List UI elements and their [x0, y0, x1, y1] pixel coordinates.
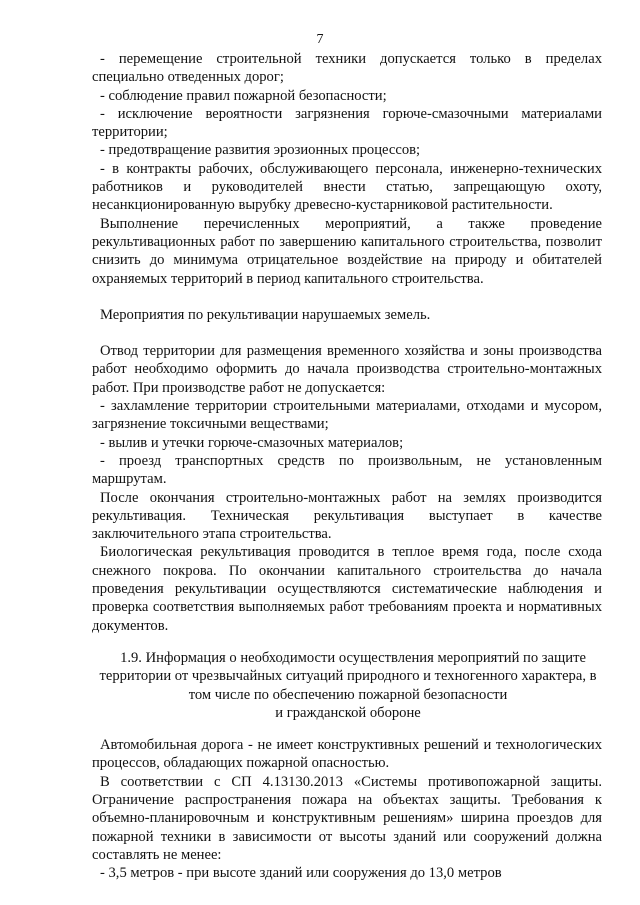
- paragraph-3: - исключение вероятности загрязнения горюче-смазочными материалами территории;: [92, 105, 602, 141]
- paragraph-2: - соблюдение правил пожарной безопасности;: [100, 87, 387, 104]
- paragraph-6: Выполнение перечисленных мероприятий, а также проведение рекультивационных работ по завершению капитального строительства, позволит снизить до минимума отрицательное воздействие на природу и обитателей охраняемых территорий в период капитального строительства.: [92, 215, 602, 287]
- page-number: 7: [316, 32, 324, 47]
- section-heading: [58, 649, 638, 722]
- document-body: [92, 50, 602, 882]
- heading-line-2: территории от чрезвычайных ситуаций природного и техногенного характера, в: [99, 668, 597, 685]
- heading-line-3: том числе по обеспечению пожарной безопасности: [188, 686, 508, 703]
- heading-line-4: и гражданской обороне: [275, 704, 421, 721]
- paragraph-5: - в контракты рабочих, обслуживающего персонала, инженерно-технических работников и руководителей внести статью, запрещающую охоту, несанкционированную вырубку древесно-кустарниковой растительности.: [92, 160, 602, 214]
- paragraph-1: - перемещение строительной техники допускается только в пределах специально отведенных дорог;: [92, 51, 602, 86]
- paragraph-9: - захламление территории строительными материалами, отходами и мусором, загрязнение токсичными веществами;: [92, 398, 602, 433]
- paragraph-16: - 3,5 метров - при высоте зданий или сооружения до 13,0 метров: [100, 865, 502, 882]
- paragraph-8: Отвод территории для размещения временного хозяйства и зоны производства работ необходимо оформить до начала производства строительно-монтажных работ. При производстве работ не допускается:: [92, 343, 602, 396]
- paragraph-13: Биологическая рекультивация проводится в теплое время года, после схода снежного покрова. По окончании капитального строительства до начала проведения рекультивации осуществляются систематические наблюдения и проверка соответствия выполняемых работ требованиям проекта и нормативных документов.: [92, 544, 602, 634]
- paragraph-10: - вылив и утечки горюче-смазочных материалов;: [100, 434, 404, 451]
- paragraph-4: - предотвращение развития эрозионных процессов;: [100, 142, 421, 159]
- paragraph-11: - проезд транспортных средств по произвольным, не установленным маршрутам.: [92, 452, 602, 488]
- heading-line-1: 1.9. Информация о необходимости осуществления мероприятий по защите: [120, 649, 586, 666]
- paragraph-12: После окончания строительно-монтажных работ на землях производится рекультивация. Техническая рекультивация выступает в качестве заключительного этапа строительства.: [92, 489, 602, 543]
- paragraph-7: Мероприятия по рекультивации нарушаемых земель.: [100, 306, 431, 323]
- paragraph-15: В соответствии с СП 4.13130.2013 «Системы противопожарной защиты. Ограничение распространения пожара на объектах защиты. Требования к объемно-планировочным и конструктивным решениям» ширина проездов для пожарной техники в зависимости от высоты зданий или сооружений должна составлять не менее:: [92, 773, 602, 863]
- paragraph-14: Автомобильная дорога - не имеет конструктивных решений и технологических процессов, обладающих пожарной опасностью.: [92, 737, 602, 772]
